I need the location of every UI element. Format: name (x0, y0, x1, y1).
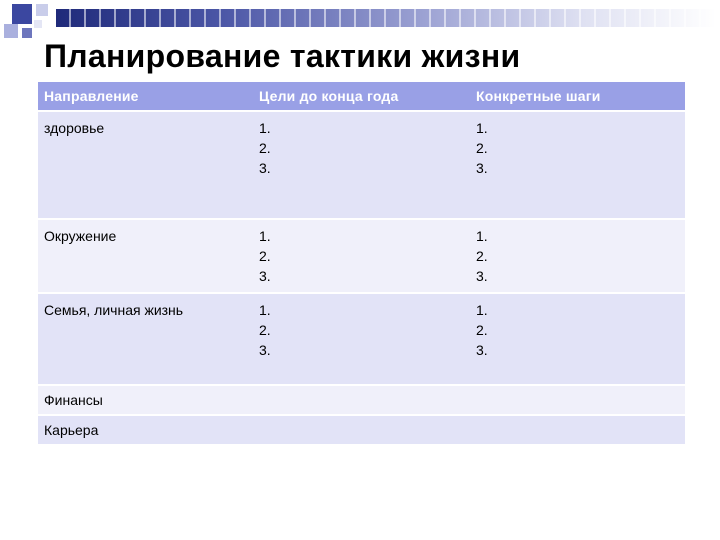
table-row (38, 385, 685, 415)
step-item: 2. (476, 248, 488, 264)
planning-table (38, 82, 685, 444)
step-item: 1. (476, 120, 488, 136)
goals-cell (253, 111, 470, 219)
goal-item: 1. (259, 120, 271, 136)
steps-cell (470, 111, 685, 219)
goal-item: 1. (259, 302, 271, 318)
table-header-row (38, 82, 685, 111)
goal-item: 3. (259, 160, 271, 176)
goal-item: 2. (259, 248, 271, 264)
table-row (38, 415, 685, 444)
direction-cell: здоровье (38, 111, 253, 219)
direction-cell: Карьера (38, 415, 253, 444)
step-item: 3. (476, 342, 488, 358)
header-goals: Цели до конца года (253, 82, 470, 111)
header-banner (56, 9, 716, 27)
step-item: 3. (476, 160, 488, 176)
direction-cell: Финансы (38, 385, 253, 415)
step-item: 1. (476, 228, 488, 244)
page-title: Планирование тактики жизни (44, 38, 521, 74)
goal-item: 3. (259, 342, 271, 358)
steps-cell (470, 385, 685, 415)
goal-item: 1. (259, 228, 271, 244)
table-row (38, 219, 685, 293)
goals-cell (253, 219, 470, 293)
direction-cell: Семья, личная жизнь (38, 293, 253, 385)
goal-item: 3. (259, 268, 271, 284)
step-item: 3. (476, 268, 488, 284)
steps-cell (470, 415, 685, 444)
direction-cell: Окружение (38, 219, 253, 293)
header-steps: Конкретные шаги (470, 82, 685, 111)
goals-cell (253, 293, 470, 385)
table-row (38, 293, 685, 385)
step-item: 2. (476, 140, 488, 156)
steps-cell (470, 219, 685, 293)
goals-cell (253, 415, 470, 444)
table-row (38, 111, 685, 219)
goal-item: 2. (259, 322, 271, 338)
step-item: 2. (476, 322, 488, 338)
step-item: 1. (476, 302, 488, 318)
goals-cell (253, 385, 470, 415)
goal-item: 2. (259, 140, 271, 156)
steps-cell (470, 293, 685, 385)
header-direction: Направление (38, 82, 253, 111)
